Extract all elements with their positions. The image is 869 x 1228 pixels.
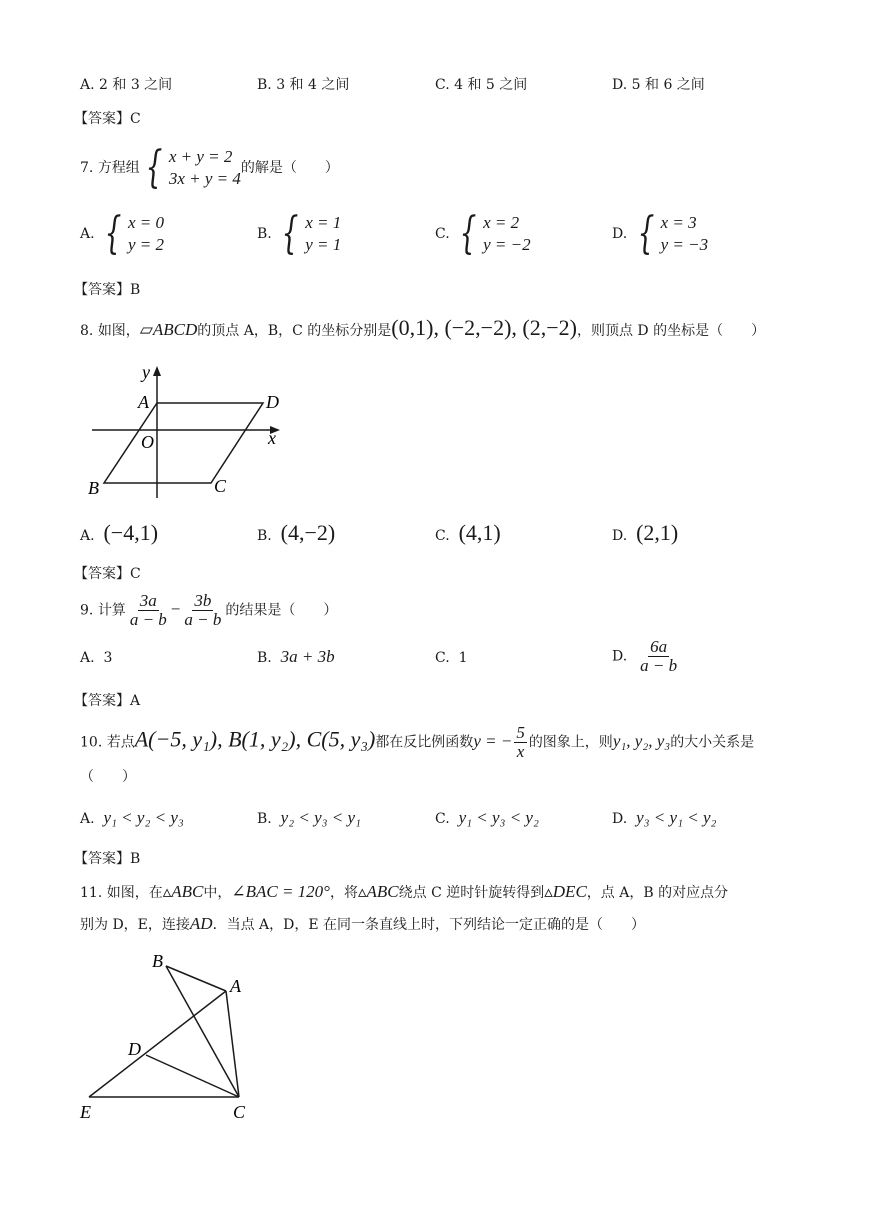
label-y: y — [142, 362, 150, 382]
question-number: 10. — [80, 734, 103, 751]
option-label: A. — [80, 528, 95, 544]
q11-figure — [76, 948, 266, 1124]
q6-option-c — [435, 74, 527, 94]
q6-option-b — [257, 74, 349, 94]
system-row: x = 3 — [660, 213, 697, 232]
option-system: { x = 2 y = −2 — [459, 208, 531, 259]
q8-stem — [80, 315, 765, 341]
option-label: D. — [612, 648, 628, 665]
option-text: (−4,1) — [103, 520, 159, 545]
triangle-name: ▵ABC — [357, 882, 399, 901]
stem-text: 中， — [203, 885, 232, 901]
option-text: 4 和 5 之间 — [454, 77, 528, 93]
parallelogram-abcd — [104, 403, 263, 483]
stem-text: 的解是（ ） — [240, 160, 339, 176]
option-text: (2,1) — [636, 520, 679, 545]
segment-name: AD — [189, 914, 213, 933]
q10-stem — [80, 724, 754, 761]
q7-option-d — [612, 208, 709, 259]
q8-option-b — [257, 520, 335, 546]
option-system: { x = 0 y = 2 — [104, 208, 165, 259]
option-text: 3 和 4 之间 — [276, 77, 350, 93]
option-text: 5 和 6 之间 — [631, 77, 705, 93]
angle-expression: ∠BAC = 120° — [231, 882, 330, 901]
numerator: 5 — [516, 723, 525, 742]
stem-text: 的顶点 A，B，C 的坐标分别是 — [197, 323, 392, 339]
q9-option-c — [435, 650, 468, 666]
question-number: 8. — [80, 323, 94, 339]
label-c: C — [214, 476, 227, 496]
stem-text: ，点 A，B 的对应点分 — [586, 885, 729, 901]
q8-answer: 【答案】C — [74, 566, 141, 582]
minus-sign: − — [170, 599, 181, 619]
stem-text: ，将 — [329, 885, 358, 901]
equation-system: { x + y = 2 3x + y = 4 — [145, 142, 241, 193]
q8-figure — [80, 358, 290, 506]
option-text: y₃ < y₁ < y₂ — [636, 808, 717, 827]
stem-text: 别为 D，E，连接 — [80, 917, 190, 933]
q6-option-d — [612, 74, 705, 94]
equation-row: x + y = 2 — [168, 147, 233, 166]
stem-text: 绕点 C 逆时针旋转得到 — [398, 885, 545, 901]
system-row: y = −2 — [483, 235, 531, 254]
q8-option-d — [612, 520, 678, 546]
label-o: O — [141, 432, 154, 452]
option-label: B. — [257, 528, 272, 544]
system-row: y = 2 — [128, 235, 165, 254]
segment-ba — [166, 966, 226, 991]
system-row: y = 1 — [305, 235, 342, 254]
q7-option-c — [435, 208, 531, 259]
stem-text: 的结果是（ ） — [225, 602, 338, 619]
denominator: a − b — [184, 610, 222, 629]
stem-text: 计算 — [97, 602, 126, 619]
q11-stem-line2 — [80, 914, 645, 934]
fraction — [638, 638, 679, 675]
option-label: D. — [612, 77, 628, 93]
q10-option-b — [257, 808, 361, 828]
option-text: y₁ < y₃ < y₂ — [458, 808, 539, 827]
system-row: x = 2 — [483, 213, 520, 232]
label-d: D — [128, 1039, 141, 1059]
q7-stem — [80, 142, 339, 193]
coordinates: (0,1), (−2,−2), (2,−2) — [391, 315, 577, 340]
option-label: C. — [435, 77, 450, 93]
denominator: a − b — [640, 656, 678, 675]
q9-option-b — [257, 647, 335, 667]
option-text: y₂ < y₃ < y₁ — [280, 808, 361, 827]
q8-option-a — [80, 520, 158, 546]
parallelogram-name: ▱ABCD — [139, 320, 198, 339]
option-text: 2 和 3 之间 — [99, 77, 173, 93]
option-text: (4,1) — [458, 520, 501, 545]
fraction — [514, 724, 527, 761]
option-system: { x = 3 y = −3 — [637, 208, 709, 259]
label-b: B — [152, 951, 163, 971]
option-label: D. — [612, 528, 628, 544]
option-text: (4,−2) — [280, 520, 336, 545]
label-b: B — [88, 478, 99, 498]
option-label: D. — [612, 811, 628, 827]
y-axis-arrow — [153, 366, 161, 376]
option-label: D. — [612, 226, 628, 242]
q6-option-a — [80, 74, 172, 94]
option-label: A. — [80, 77, 95, 93]
segment-bc — [166, 966, 239, 1097]
label-a: A — [230, 976, 241, 996]
q9-stem — [80, 592, 337, 629]
label-x: x — [268, 428, 276, 448]
stem-text: 的大小关系是 — [670, 734, 755, 751]
stem-text: 如图，在 — [106, 885, 163, 901]
label-d: D — [266, 392, 279, 412]
system-row: y = −3 — [660, 235, 709, 254]
option-system: { x = 1 y = 1 — [281, 208, 342, 259]
option-label: C. — [435, 650, 450, 666]
function-lhs: y = − — [473, 731, 513, 751]
stem-text: 若点 — [106, 734, 135, 751]
option-text: y₁ < y₂ < y₃ — [103, 808, 184, 827]
label-e: E — [80, 1102, 91, 1122]
q7-option-a — [80, 208, 165, 259]
q6-answer: 【答案】C — [74, 111, 141, 127]
equation-row: 3x + y = 4 — [168, 169, 241, 188]
option-text: 3a + 3b — [280, 647, 335, 666]
variables: y₁, y₂, y₃ — [612, 731, 671, 751]
denominator: x — [516, 742, 525, 761]
label-a: A — [138, 392, 149, 412]
numerator: 3a — [139, 591, 157, 610]
q10-answer: 【答案】B — [74, 851, 141, 867]
q10-option-a — [80, 808, 184, 828]
triangle-name: ▵DEC — [544, 882, 587, 901]
system-row: x = 0 — [128, 213, 165, 232]
fraction — [128, 592, 169, 629]
option-label: A. — [80, 811, 95, 827]
stem-text: 方程组 — [97, 160, 140, 176]
fraction — [182, 592, 223, 629]
stem-text: 的图象上，则 — [528, 734, 613, 751]
q10-option-d — [612, 808, 716, 828]
option-text: 3 — [103, 650, 113, 666]
q8-option-c — [435, 520, 501, 546]
q9-option-d — [612, 638, 681, 675]
q7-option-b — [257, 208, 342, 259]
segment-ac — [226, 991, 239, 1097]
option-label: C. — [435, 528, 450, 544]
segment-dc — [146, 1055, 239, 1097]
option-label: C. — [435, 226, 450, 242]
option-label: B. — [257, 650, 272, 666]
stem-text: ，则顶点 D 的坐标是（ ） — [576, 323, 766, 339]
stem-text: ．当点 A，D，E 在同一条直线上时，下列结论一定正确的是（ ） — [212, 917, 646, 933]
option-text: 1 — [458, 650, 468, 666]
points-list: A(−5, y₁), B(1, y₂), C(5, y₃) — [134, 726, 376, 752]
triangle-name: ▵ABC — [162, 882, 204, 901]
option-label: B. — [257, 77, 272, 93]
numerator: 3b — [194, 591, 212, 610]
q9-option-a — [80, 650, 112, 666]
numerator: 6a — [650, 637, 668, 656]
option-label: A. — [80, 650, 95, 666]
q10-stem-paren: （ ） — [80, 769, 136, 785]
q10-option-c — [435, 808, 539, 828]
q7-answer: 【答案】B — [74, 282, 141, 298]
system-row: x = 1 — [305, 213, 342, 232]
question-number: 7. — [80, 160, 94, 176]
q9-answer: 【答案】A — [74, 693, 141, 709]
option-label: B. — [257, 811, 272, 827]
denominator: a − b — [129, 610, 167, 629]
q11-stem-line1 — [80, 882, 728, 902]
option-label: B. — [257, 226, 272, 242]
label-c: C — [233, 1102, 246, 1122]
option-label: C. — [435, 811, 450, 827]
stem-text: 如图， — [97, 323, 140, 339]
stem-text: 都在反比例函数 — [375, 734, 474, 751]
question-number: 11. — [80, 885, 103, 901]
option-label: A. — [80, 226, 95, 242]
question-number: 9. — [80, 602, 94, 619]
